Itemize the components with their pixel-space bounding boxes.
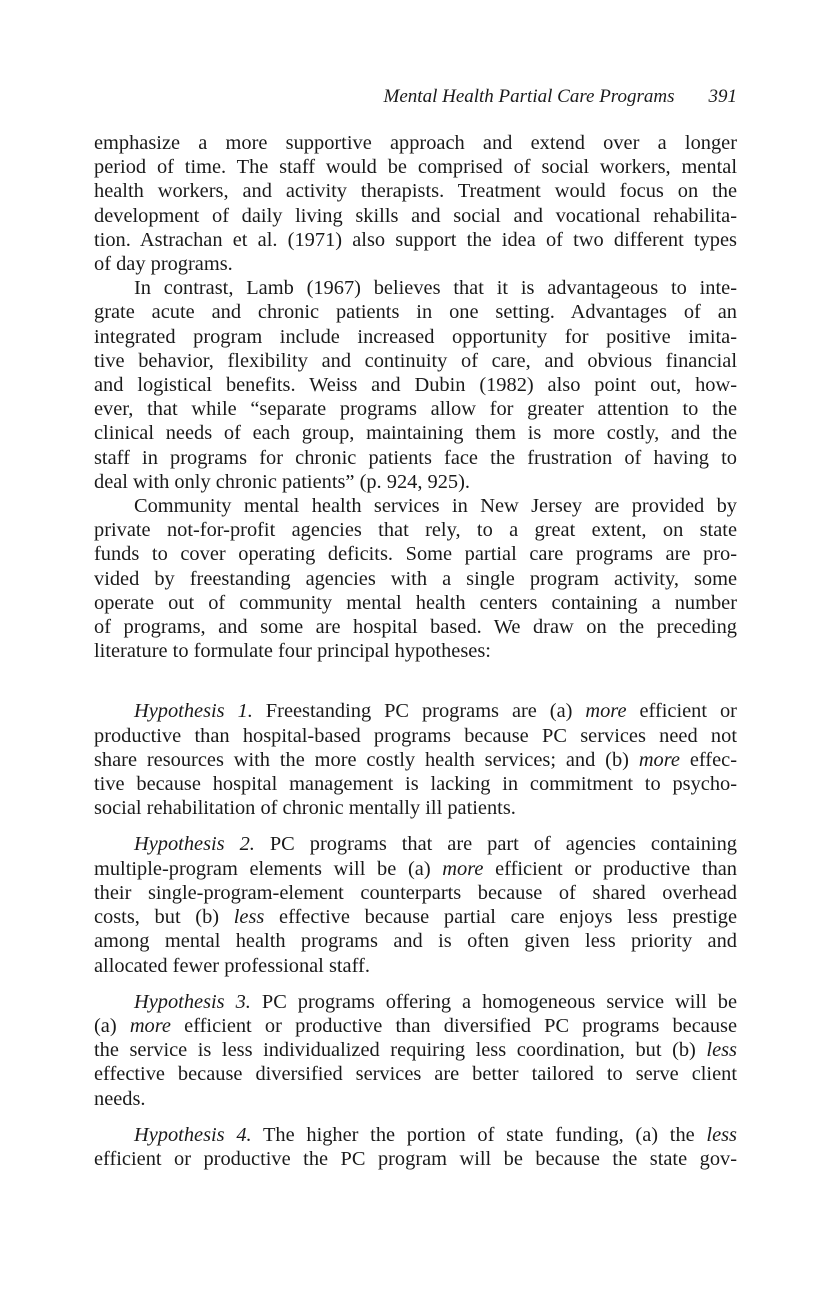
text-line xyxy=(94,929,737,953)
text-line: In contrast, Lamb (1967) believes that it is advantageous to inte- xyxy=(134,277,737,300)
text-line: literature to formulate four principal hypotheses: xyxy=(94,640,491,663)
emphasis-text: more xyxy=(638,748,680,771)
text-line: tion. Astrachan et al. (1971) also support the idea of two different types xyxy=(94,228,737,251)
text-line: integrated program include increased opportunity for positive imita- xyxy=(94,325,737,348)
text-segment: The higher the portion of state funding, (a) the xyxy=(251,1123,707,1146)
emphasis-text: more xyxy=(442,857,484,880)
text-line xyxy=(94,699,737,723)
text-line: staff in programs for chronic patients face the frustration of having to xyxy=(94,446,737,469)
text-line: deal with only chronic patients” (p. 924, 925). xyxy=(94,470,471,493)
running-head xyxy=(384,86,737,108)
text-line xyxy=(94,1147,737,1171)
hypothesis-2 xyxy=(94,832,737,977)
text-line: Community mental health services in New Jersey are provided by xyxy=(134,495,737,518)
hypothesis-3 xyxy=(94,990,737,1111)
text-segment: PC programs offering a homogeneous service will be xyxy=(250,990,737,1013)
text-segment: tive because hospital management is lacking in commitment to psycho- xyxy=(94,773,737,796)
text-line: ever, that while “separate programs allow for greater attention to the xyxy=(94,398,737,421)
text-segment: Freestanding PC programs are (a) xyxy=(252,700,586,723)
text-line: clinical needs of each group, maintaining them is more costly, and the xyxy=(94,422,737,445)
paragraph-integration xyxy=(94,276,737,494)
text-line: development of daily living skills and social and vocational rehabilita- xyxy=(94,204,737,227)
text-segment: share resources with the more costly health services; and (b) xyxy=(94,748,639,771)
text-line xyxy=(94,832,737,856)
text-line xyxy=(94,905,737,929)
text-segment: efficient or productive than xyxy=(483,857,738,880)
text-segment: allocated fewer professional staff. xyxy=(94,954,370,977)
text-segment: costs, but (b) xyxy=(94,906,234,929)
text-line: grate acute and chronic patients in one setting. Advantages of an xyxy=(94,301,737,324)
text-line: period of time. The staff would be comprised of social workers, mental xyxy=(94,156,737,179)
text-line: vided by freestanding agencies with a single program activity, some xyxy=(94,567,737,590)
body-text xyxy=(94,131,737,1171)
text-line: operate out of community mental health centers containing a number xyxy=(94,591,737,614)
text-line xyxy=(94,772,737,796)
text-segment: effec- xyxy=(679,748,737,771)
text-segment: social rehabilitation of chronic mentally ill patients. xyxy=(94,797,516,820)
hypotheses-list xyxy=(94,699,737,1171)
emphasis-text: less xyxy=(233,906,265,929)
text-line: tive behavior, flexibility and continuity of care, and obvious financial xyxy=(94,349,737,372)
text-line xyxy=(94,1123,737,1147)
hypothesis-label: Hypothesis 1. xyxy=(134,700,253,723)
text-segment: effective because diversified services are better tailored to serve client xyxy=(94,1063,737,1086)
text-line: private not-for-profit agencies that rely, to a great extent, on state xyxy=(94,519,737,542)
text-segment: their single-program-element counterparts because of shared overhead xyxy=(94,881,737,904)
emphasis-text: less xyxy=(706,1123,737,1146)
paragraph-new-jersey xyxy=(94,494,737,663)
emphasis-text: more xyxy=(129,1014,171,1037)
hypothesis-label: Hypothesis 3. xyxy=(134,990,251,1013)
text-line xyxy=(94,990,737,1014)
text-line: and logistical benefits. Weiss and Dubin (1982) also point out, how- xyxy=(94,374,737,397)
hypothesis-1 xyxy=(94,699,737,820)
text-line: funds to cover operating deficits. Some partial care programs are pro- xyxy=(94,543,737,566)
text-line xyxy=(94,1087,737,1111)
text-line: of programs, and some are hospital based. We draw on the preceding xyxy=(94,616,737,639)
paragraph-day-programs xyxy=(94,131,737,276)
text-segment: the service is less individualized requiring less coordination, but (b) xyxy=(94,1039,707,1062)
text-line xyxy=(94,748,737,772)
text-segment: productive than hospital-based programs because PC services need not xyxy=(94,724,737,747)
text-segment: effective because partial care enjoys less prestige xyxy=(264,906,737,929)
text-line xyxy=(94,881,737,905)
text-line: health workers, and activity therapists. Treatment would focus on the xyxy=(94,180,737,203)
hypothesis-label: Hypothesis 4. xyxy=(134,1123,252,1146)
emphasis-text: more xyxy=(585,700,627,723)
text-segment: efficient or productive than diversified PC programs because xyxy=(170,1014,737,1037)
hypothesis-4 xyxy=(94,1123,737,1171)
emphasis-text: less xyxy=(706,1039,737,1062)
text-line: of day programs. xyxy=(94,253,233,276)
text-line xyxy=(94,724,737,748)
text-segment: PC programs that are part of agencies containing xyxy=(254,833,737,856)
text-segment: efficient or xyxy=(626,700,737,723)
text-line xyxy=(94,1062,737,1086)
text-segment: multiple-program elements will be (a) xyxy=(94,857,443,880)
text-segment: among mental health programs and is often given less priority and xyxy=(94,930,737,953)
text-line xyxy=(94,1038,737,1062)
text-segment: efficient or productive the PC program will be because the state gov- xyxy=(94,1147,737,1170)
text-line xyxy=(94,857,737,881)
text-line xyxy=(94,954,737,978)
text-segment: needs. xyxy=(94,1087,146,1110)
page-number: 391 xyxy=(708,86,737,107)
text-line xyxy=(94,796,737,820)
hypothesis-label: Hypothesis 2. xyxy=(134,833,255,856)
text-line xyxy=(94,1014,737,1038)
running-head-title: Mental Health Partial Care Programs xyxy=(383,86,675,107)
text-line: emphasize a more supportive approach and extend over a longer xyxy=(94,132,737,154)
text-segment: (a) xyxy=(94,1014,130,1037)
